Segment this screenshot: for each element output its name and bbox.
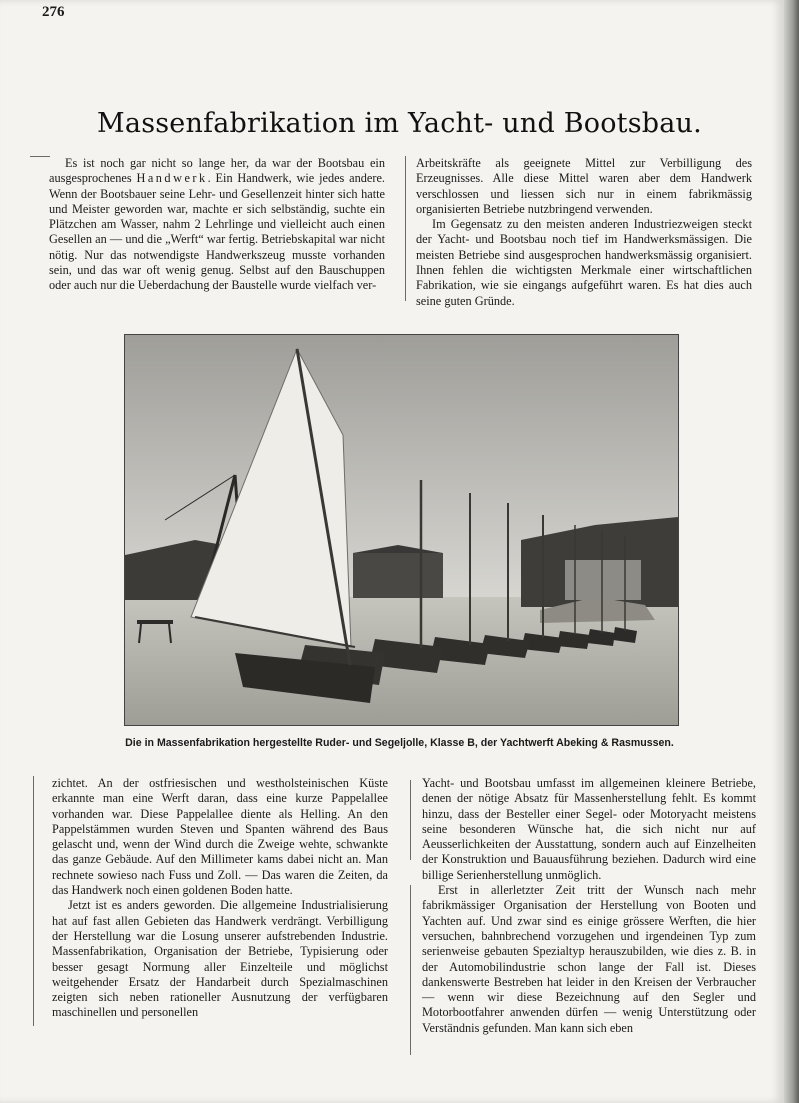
article-title: Massenfabrikation im Yacht- und Bootsbau. xyxy=(97,108,702,139)
column-top-left xyxy=(49,156,385,294)
sailboat-photo xyxy=(124,334,679,726)
column-bottom-left xyxy=(52,776,388,1021)
text-run: . Ein Handwerk, wie jedes andere. Wenn der Bootsbauer seine Lehr- und Gesellenzeit hinter sich hatte und Meister geworden war, machte er sich selbständig, suchte ein Plätzchen am Wasser, nahm 2 Lehrlinge und vielleicht auch einen Gesellen an — und die „Werft“ war fertig. Betriebskapital war nicht nötig. Nur das notwendigste Handwerkszeug musste vorhanden sein, und das war oft wenig genug. Selbst auf den Bauschuppen oder auch nur die Ueberdachung der Baustelle wurde vielfach ver- xyxy=(49,171,385,293)
trestle xyxy=(137,620,173,624)
photo-caption: Die in Massenfabrikation hergestellte Ruder- und Segeljolle, Klasse B, der Yachtwerft Abeking & Rasmussen. xyxy=(125,737,674,749)
spaced-word: Handwerk xyxy=(136,171,208,186)
page-edge xyxy=(784,0,799,1103)
margin-pencil-mark xyxy=(30,156,50,297)
paragraph: Erst in allerletzter Zeit tritt der Wunsch nach mehr fabrikmässiger Organisation der Herstellung von Booten und Yachten auf. Und zwar sind es einige grössere Werften, die hier versuchen, bahnbrechend vorzugehen und irgendeinen Typ zum serienweise gebauten Spezialtyp herauszubilden, wie dies z. B. in der Automobilindustrie schon lange der Fall ist. Dieses dankenswerte Bestreben hat leider in den Kreisen der Verbraucher — wenn wir diese Bezeichnung auf den Segler und Motorbootfahrer anwenden dürfen — wenig Unterstützung oder Verständnis gefunden. Man kann sich eben xyxy=(422,883,756,1035)
middle-shed xyxy=(353,553,443,598)
shed-door xyxy=(565,560,641,600)
margin-pencil-mark xyxy=(410,885,411,1055)
photo-illustration xyxy=(125,335,678,725)
paragraph xyxy=(49,156,385,294)
margin-pencil-mark xyxy=(410,780,411,860)
page-number: 276 xyxy=(42,4,65,20)
paragraph: Im Gegensatz zu den meisten anderen Industriezweigen steckt der Yacht- und Bootsbau noch tief im Handwerksmässigen. Die meisten Betriebe sind ausgesprochen handwerksmässig organisiert. Ihnen fehlen die wichtigsten Merkmale einer wirtschaftlichen Fabrikation, wie sie eingangs aufgeführt waren. Es hat dies auch seine guten Gründe. xyxy=(416,217,752,308)
column-bottom-right xyxy=(422,776,756,1036)
paragraph: Arbeitskräfte als geeignete Mittel zur Verbilligung des Erzeugnisses. Alle diese Mittel waren aber dem Handwerk verschlossen und liessen sich nur in einem fabrikmässig organisierten Betriebe nutzbringend verwenden. xyxy=(416,156,752,216)
column-top-right xyxy=(416,156,752,309)
margin-pencil-mark xyxy=(405,156,406,301)
paragraph: Jetzt ist es anders geworden. Die allgemeine Industrialisierung hat auf fast allen Gebieten das Handwerk verdrängt. Verbilligung der Herstellung war die Losung unserer aufstrebenden Industrie. Massenfabrikation, Organisation der Betriebe, Typisierung oder besser gesagt Normung aller Einzelteile und möglichst weitgehender Ersatz der Handarbeit durch Spezialmaschinen zeigten sich neben rationeller Ausnutzung der verfügbaren maschinellen und personellen xyxy=(52,898,388,1020)
paragraph: Yacht- und Bootsbau umfasst im allgemeinen kleinere Betriebe, denen der nötige Absatz für Massenherstellung fehlt. Es kommt hinzu, dass der Besteller einer Segel- oder Motoryacht meistens seine besonderen Wünsche hat, die sich nicht nur auf Aeusserlichkeiten der Ausstattung, sondern auch auf Einzelheiten der Konstruktion und Bauausführung beziehen. Dadurch wird eine billige Serienherstellung unmöglich. xyxy=(422,776,756,882)
paragraph: zichtet. An der ostfriesischen und westholsteinischen Küste erkannte man eine Werft daran, dass eine kurze Pappelallee vorhanden war. Diese Pappelallee diente als Helling. An den Pappelstämmen wurden Steven und Spanten während des Baus gelascht und, wenn der Wind durch die Zweige wehte, schwankte das ganze Gebäude. Auf den Millimeter kams dabei nicht an. Man rechnete sowieso nach Fuss und Zoll. — Das waren die Zeiten, da das Handwerk noch einen goldenen Boden hatte. xyxy=(52,776,388,898)
margin-pencil-mark xyxy=(33,776,34,1026)
text-run: Es ist noch gar nicht so lange her, da war der Bootsbau ein ausgesprochenes xyxy=(49,156,385,186)
